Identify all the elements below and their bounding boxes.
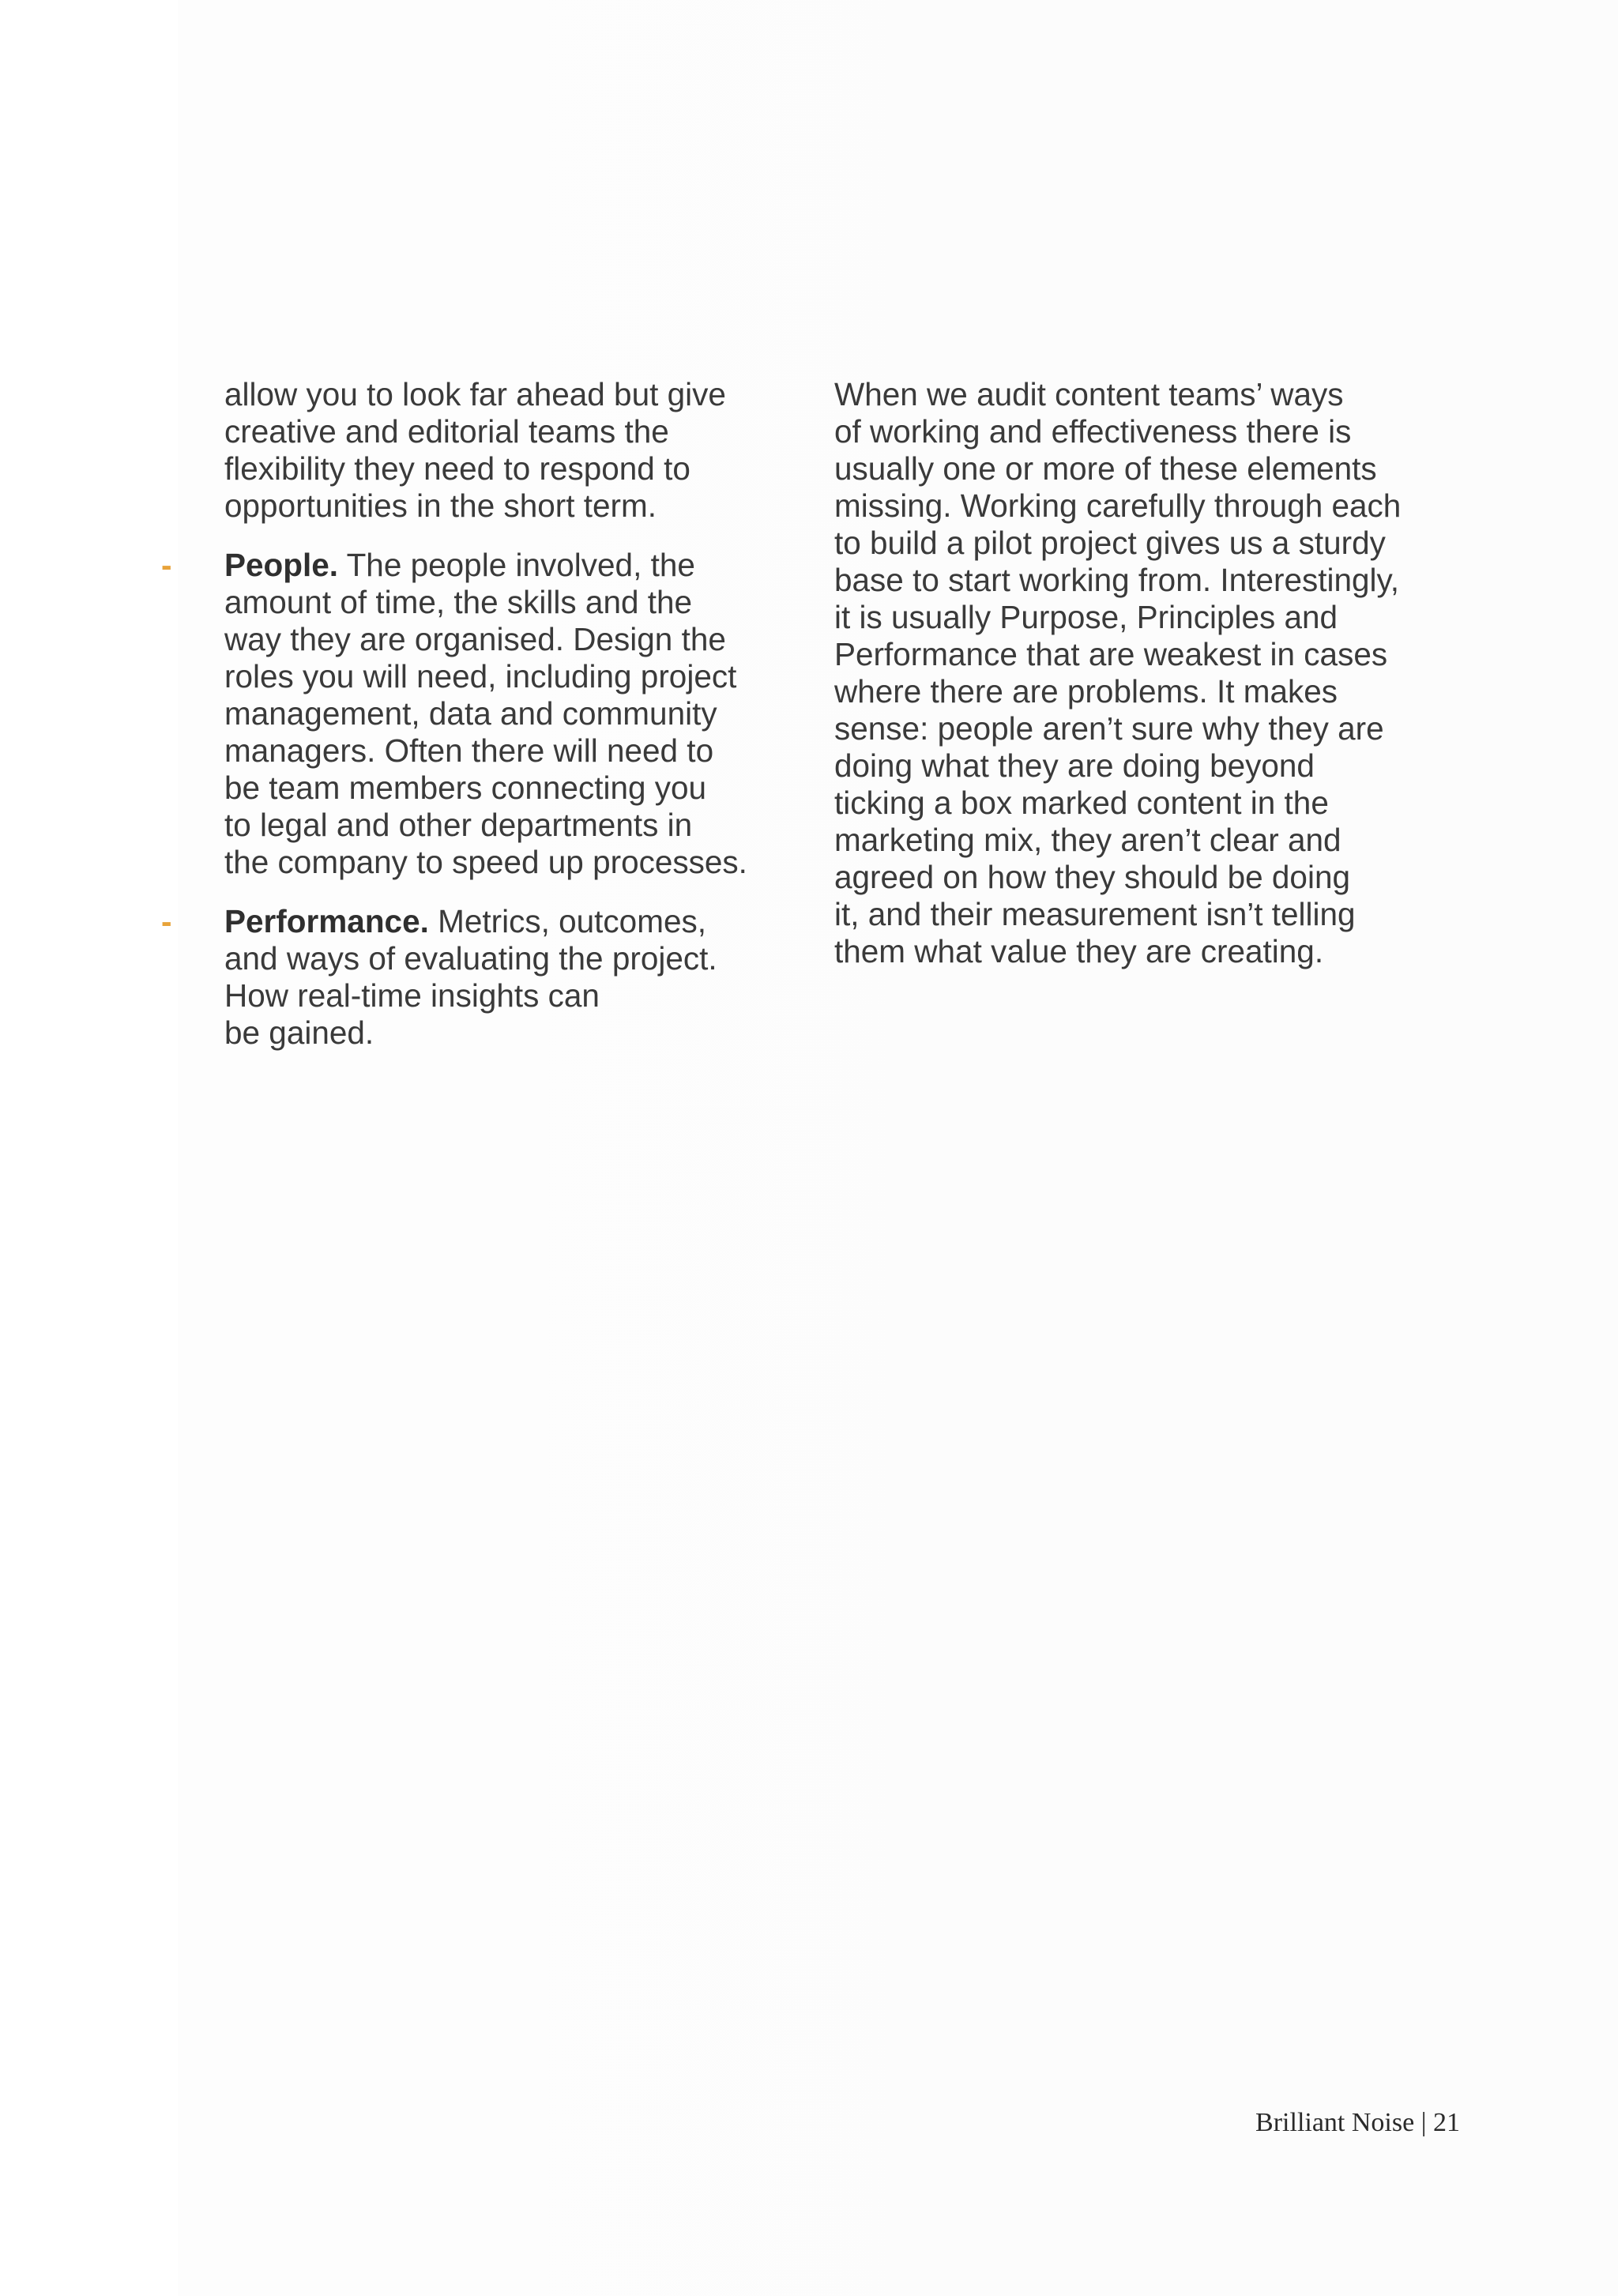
bullet-dash-icon: - bbox=[161, 547, 172, 583]
text-line: opportunities in the short term. bbox=[224, 487, 657, 524]
bullet-first-line bbox=[224, 547, 809, 584]
text-line: doing what they are doing beyond bbox=[834, 747, 1315, 784]
text-line: amount of time, the skills and the bbox=[224, 584, 693, 620]
bullet-lead: Performance. bbox=[224, 903, 429, 939]
text-line: management, data and community bbox=[224, 695, 717, 732]
intro-paragraph bbox=[224, 376, 809, 525]
text-line: allow you to look far ahead but give bbox=[224, 376, 726, 412]
text-line: How real-time insights can bbox=[224, 977, 600, 1014]
text-line: Performance that are weakest in cases bbox=[834, 636, 1388, 672]
page-background bbox=[178, 0, 1618, 2296]
text-line: be team members connecting you bbox=[224, 770, 707, 806]
text-line: where there are problems. It makes bbox=[834, 673, 1338, 710]
bullet-first-line-text: Metrics, outcomes, bbox=[428, 903, 706, 939]
text-line: managers. Often there will need to bbox=[224, 732, 714, 769]
text-line: and ways of evaluating the project. bbox=[224, 940, 717, 977]
text-line: to build a pilot project gives us a sturdy bbox=[834, 525, 1386, 561]
text-line: marketing mix, they aren’t clear and bbox=[834, 822, 1341, 858]
bullet-performance bbox=[161, 903, 809, 1052]
bullet-first-line-text: The people involved, the bbox=[338, 547, 695, 583]
bullet-dash-icon: - bbox=[161, 903, 172, 939]
text-line: ticking a box marked content in the bbox=[834, 785, 1329, 821]
text-line: sense: people aren’t sure why they are bbox=[834, 710, 1384, 747]
text-line: way they are organised. Design the bbox=[224, 621, 726, 657]
right-column bbox=[834, 376, 1466, 992]
bullet-first-line bbox=[224, 903, 809, 940]
text-line: them what value they are creating. bbox=[834, 933, 1324, 969]
text-line: be gained. bbox=[224, 1014, 374, 1051]
text-line: base to start working from. Interestingly, bbox=[834, 562, 1400, 598]
text-line: missing. Working carefully through each bbox=[834, 487, 1402, 524]
text-line: to legal and other departments in bbox=[224, 807, 693, 843]
text-line: When we audit content teams’ ways bbox=[834, 376, 1344, 412]
text-line: flexibility they need to respond to bbox=[224, 450, 690, 487]
left-column bbox=[161, 376, 809, 1074]
bullet-lead: People. bbox=[224, 547, 339, 583]
text-line: agreed on how they should be doing bbox=[834, 859, 1351, 895]
text-line: the company to speed up processes. bbox=[224, 844, 747, 880]
text-line: of working and effectiveness there is bbox=[834, 413, 1352, 450]
text-line: it, and their measurement isn’t telling bbox=[834, 896, 1356, 932]
bullet-people bbox=[161, 547, 809, 881]
body-paragraph bbox=[834, 376, 1466, 970]
text-line: creative and editorial teams the bbox=[224, 413, 669, 450]
page-footer: Brilliant Noise | 21 bbox=[1255, 2108, 1460, 2137]
text-line: usually one or more of these elements bbox=[834, 450, 1377, 487]
text-line: it is usually Purpose, Principles and bbox=[834, 599, 1338, 635]
text-line: roles you will need, including project bbox=[224, 658, 737, 694]
